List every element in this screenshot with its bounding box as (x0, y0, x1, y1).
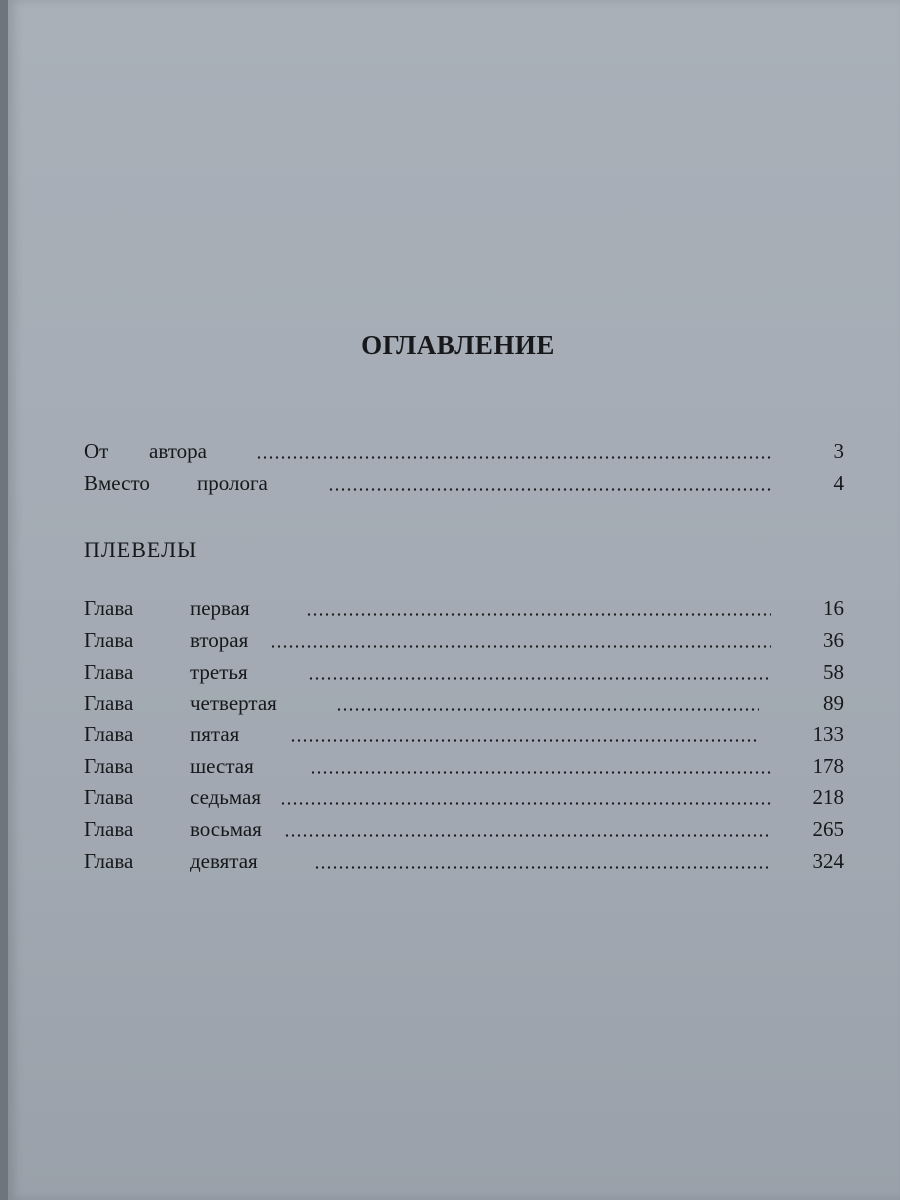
toc-entry-title: вторая (190, 628, 249, 652)
dot-leader (306, 613, 771, 616)
toc-entry-word: Глава (84, 596, 134, 620)
toc-entry-word: Вместо (84, 471, 150, 495)
toc-entry-chapter (84, 691, 844, 721)
toc-entry-page: 36 (823, 628, 844, 652)
toc-entry-title: автора (149, 439, 207, 463)
toc-entry-word: Глава (84, 754, 134, 778)
toc-entry-title: четвертая (190, 691, 277, 715)
toc-entry-word: Глава (84, 849, 134, 873)
section-title: ПЛЕВЕЛЫ (84, 537, 198, 562)
toc-entry-title: восьмая (190, 817, 262, 841)
toc-entry-title: третья (190, 660, 248, 684)
toc-entry-instead-of-prologue (84, 471, 844, 501)
toc-entry-chapter (84, 785, 844, 815)
toc-entry-title: первая (190, 596, 250, 620)
dot-leader (310, 771, 771, 774)
toc-entry-word: Глава (84, 660, 134, 684)
dot-leader (256, 456, 771, 459)
toc-entry-chapter (84, 849, 844, 879)
toc-entry-page: 218 (812, 785, 844, 809)
toc-entry-title: пятая (190, 722, 240, 746)
toc-entry-title: пролога (197, 471, 268, 495)
dot-leader (270, 645, 771, 648)
toc-entry-page: 133 (812, 722, 844, 746)
dot-leader (280, 802, 771, 805)
toc-entry-chapter (84, 722, 844, 752)
toc-entry-page: 16 (823, 596, 844, 620)
dot-leader (290, 739, 759, 742)
book-page (8, 0, 900, 1200)
toc-entry-word: Глава (84, 722, 134, 746)
toc-entry-page: 4 (833, 471, 844, 495)
toc-entry-page: 58 (823, 660, 844, 684)
toc-entry-page: 265 (812, 817, 844, 841)
toc-entry-chapter (84, 817, 844, 847)
toc-entry-title: девятая (190, 849, 258, 873)
toc-entry-chapter (84, 628, 844, 658)
dot-leader (328, 488, 771, 491)
dot-leader (284, 834, 771, 837)
dot-leader (336, 708, 759, 711)
toc-entry-chapter (84, 660, 844, 690)
toc-entry-chapter (84, 596, 844, 626)
toc-entry-page: 89 (823, 691, 844, 715)
toc-entry-from-author (84, 439, 844, 469)
toc-entry-chapter (84, 754, 844, 784)
toc-entry-page: 178 (812, 754, 844, 778)
toc-entry-word: Глава (84, 785, 134, 809)
toc-entry-page: 324 (812, 849, 844, 873)
toc-entry-word: Глава (84, 817, 134, 841)
toc-entry-word: От (84, 439, 109, 463)
toc-entry-word: Глава (84, 628, 134, 652)
toc-entry-word: Глава (84, 691, 134, 715)
toc-entry-title: шестая (190, 754, 254, 778)
dot-leader (314, 866, 771, 869)
toc-heading: ОГЛАВЛЕНИЕ (361, 330, 555, 360)
dot-leader (308, 677, 771, 680)
toc-entry-page: 3 (833, 439, 844, 463)
toc-entry-title: седьмая (190, 785, 262, 809)
